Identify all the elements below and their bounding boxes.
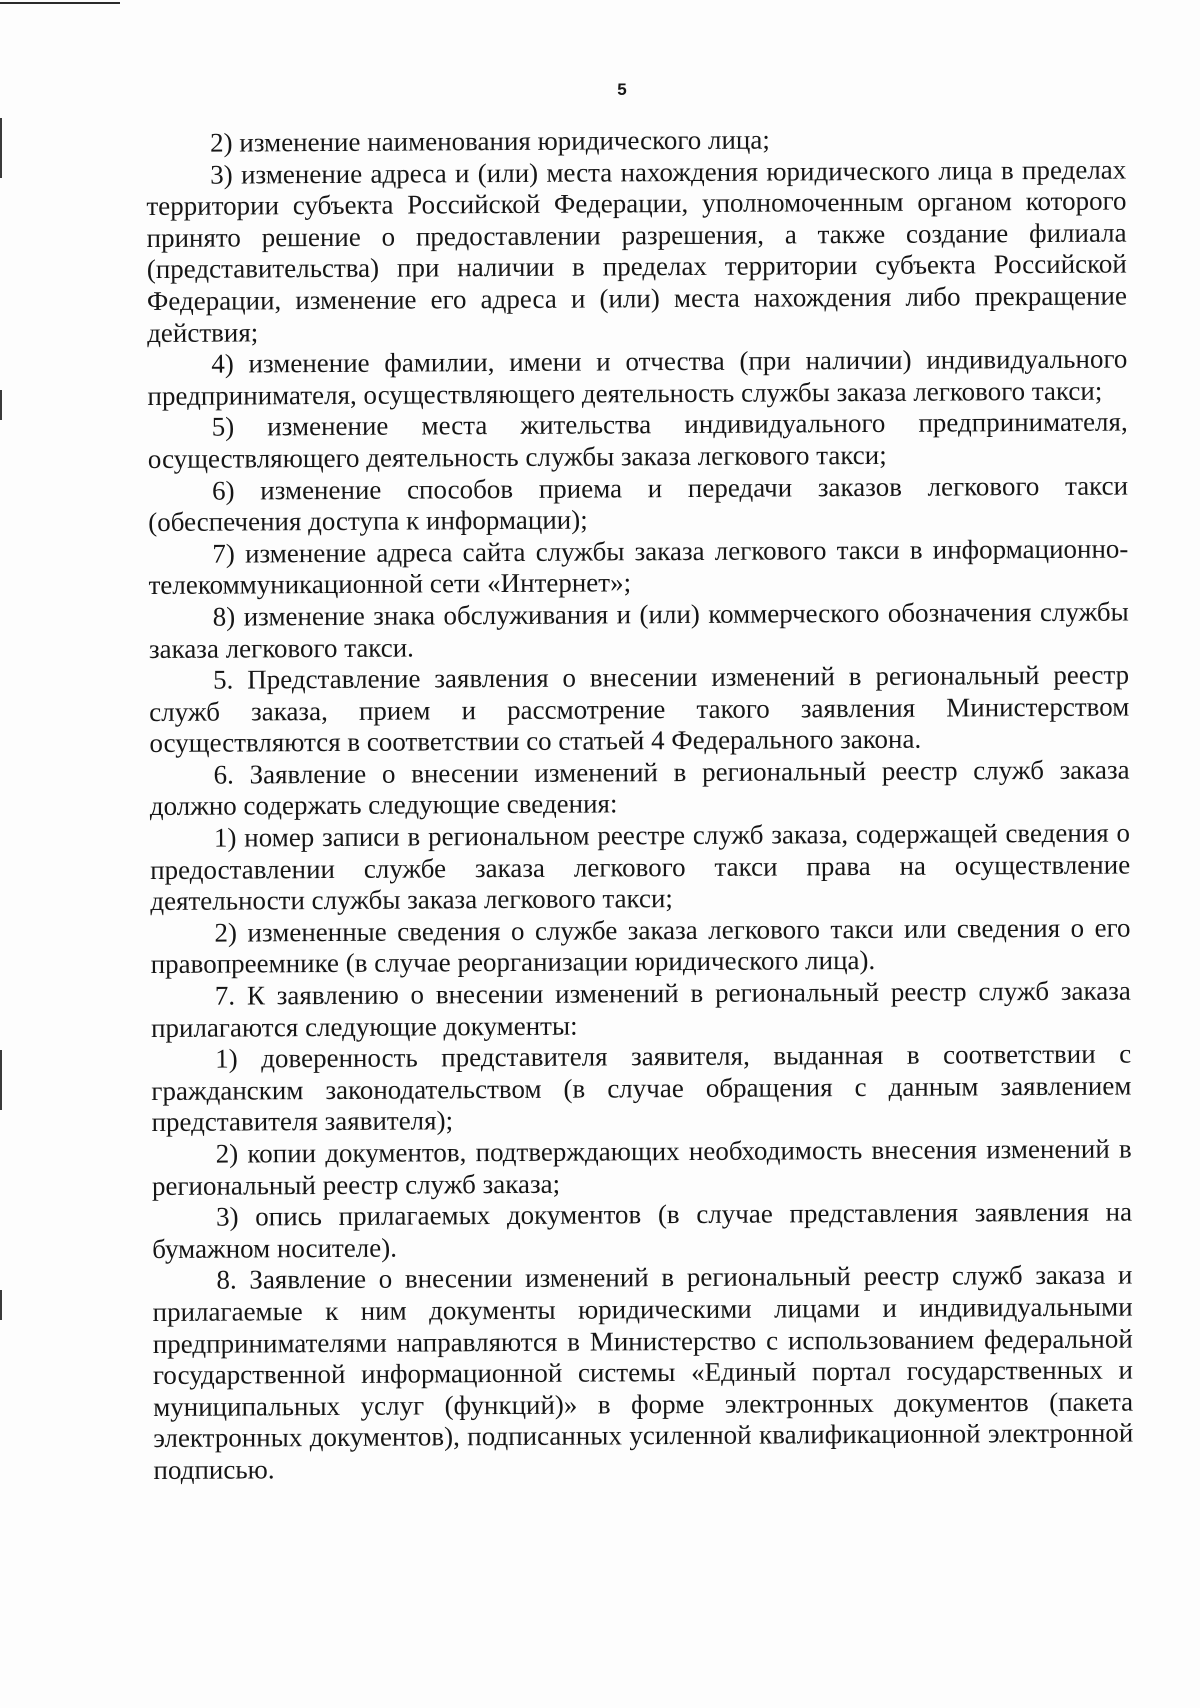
page-number: 5 (617, 80, 627, 99)
paragraph: 2) изменение наименования юридического лица; (209, 124, 770, 158)
paragraph: 8) изменение знака обслуживания и (или) коммерческого обозначения службы заказа легкового такси. (148, 596, 1129, 664)
paragraph: 8. Заявление о внесении изменений в региональный реестр служб заказа и прилагаемые к ним документы юридическими лицами и индивидуальными предпринимателями направляются в Министерство с использованием федеральной государственной информационной системы «Единый портал государственных и муниципальных услуг (функций)» в форме электронных документов (пакета электронных документов), подписанных усиленной квалификационной электронной подписью. (152, 1259, 1134, 1485)
document-body (146, 123, 1134, 1487)
paragraph: 3) опись прилагаемых документов (в случае представления заявления на бумажном носителе). (152, 1196, 1133, 1264)
paragraph: 5) изменение места жительства индивидуального предпринимателя, осуществляющего деятельность службы заказа легкового такси; (147, 406, 1128, 474)
paragraph: 1) номер записи в региональном реестре служб заказа, содержащей сведения о предоставлении службе заказа легкового такси права на осуществление деятельности службы заказа легкового такси; (150, 817, 1131, 917)
paragraph: 6. Заявление о внесении изменений в региональный реестр служб заказа должно содержать следующие сведения: (149, 754, 1130, 822)
paragraph: 6) изменение способов приема и передачи заказов легкового такси (обеспечения доступа к информации); (148, 470, 1129, 538)
paragraph: 2) измененные сведения о службе заказа легкового такси или сведения о его правопреемнике (в случае реорганизации юридического лица). (150, 912, 1131, 980)
paragraph: 7) изменение адреса сайта службы заказа легкового такси в информационно-телекоммуникационной сети «Интернет»; (148, 533, 1129, 601)
scan-edge-line (0, 2, 120, 4)
paragraph: 3) изменение адреса и (или) места нахождения юридического лица в пределах территории субъекта Российской Федерации, уполномоченным органом которого принято решение о предоставлении разрешения, а также создание филиала (представительства) при наличии в пределах территории субъекта Российской Федерации, изменение его адреса и (или) места нахождения либо прекращение действия; (146, 154, 1128, 348)
scan-edge-mark (0, 118, 2, 178)
paragraph: 5. Представление заявления о внесении изменений в региональный реестр служб заказа, прием и рассмотрение такого заявления Министерством осуществляются в соответствии со статьей 4 Федерального закона. (149, 659, 1130, 759)
paragraph: 1) доверенность представителя заявителя, выданная в соответствии с гражданским законодательством (в случае обращения с данным заявлением представителя заявителя); (151, 1038, 1132, 1138)
paragraph: 4) изменение фамилии, имени и отчества (при наличии) индивидуального предпринимателя, осуществляющего деятельность службы заказа легкового такси; (147, 343, 1128, 411)
scan-edge-mark (0, 1050, 2, 1110)
paragraph: 2) копии документов, подтверждающих необходимость внесения изменений в региональный реестр служб заказа; (151, 1133, 1132, 1201)
scan-edge-mark (0, 390, 2, 420)
scan-edge-mark (0, 1290, 2, 1320)
paragraph: 7. К заявлению о внесении изменений в региональный реестр служб заказа прилагаются следующие документы: (150, 975, 1131, 1043)
